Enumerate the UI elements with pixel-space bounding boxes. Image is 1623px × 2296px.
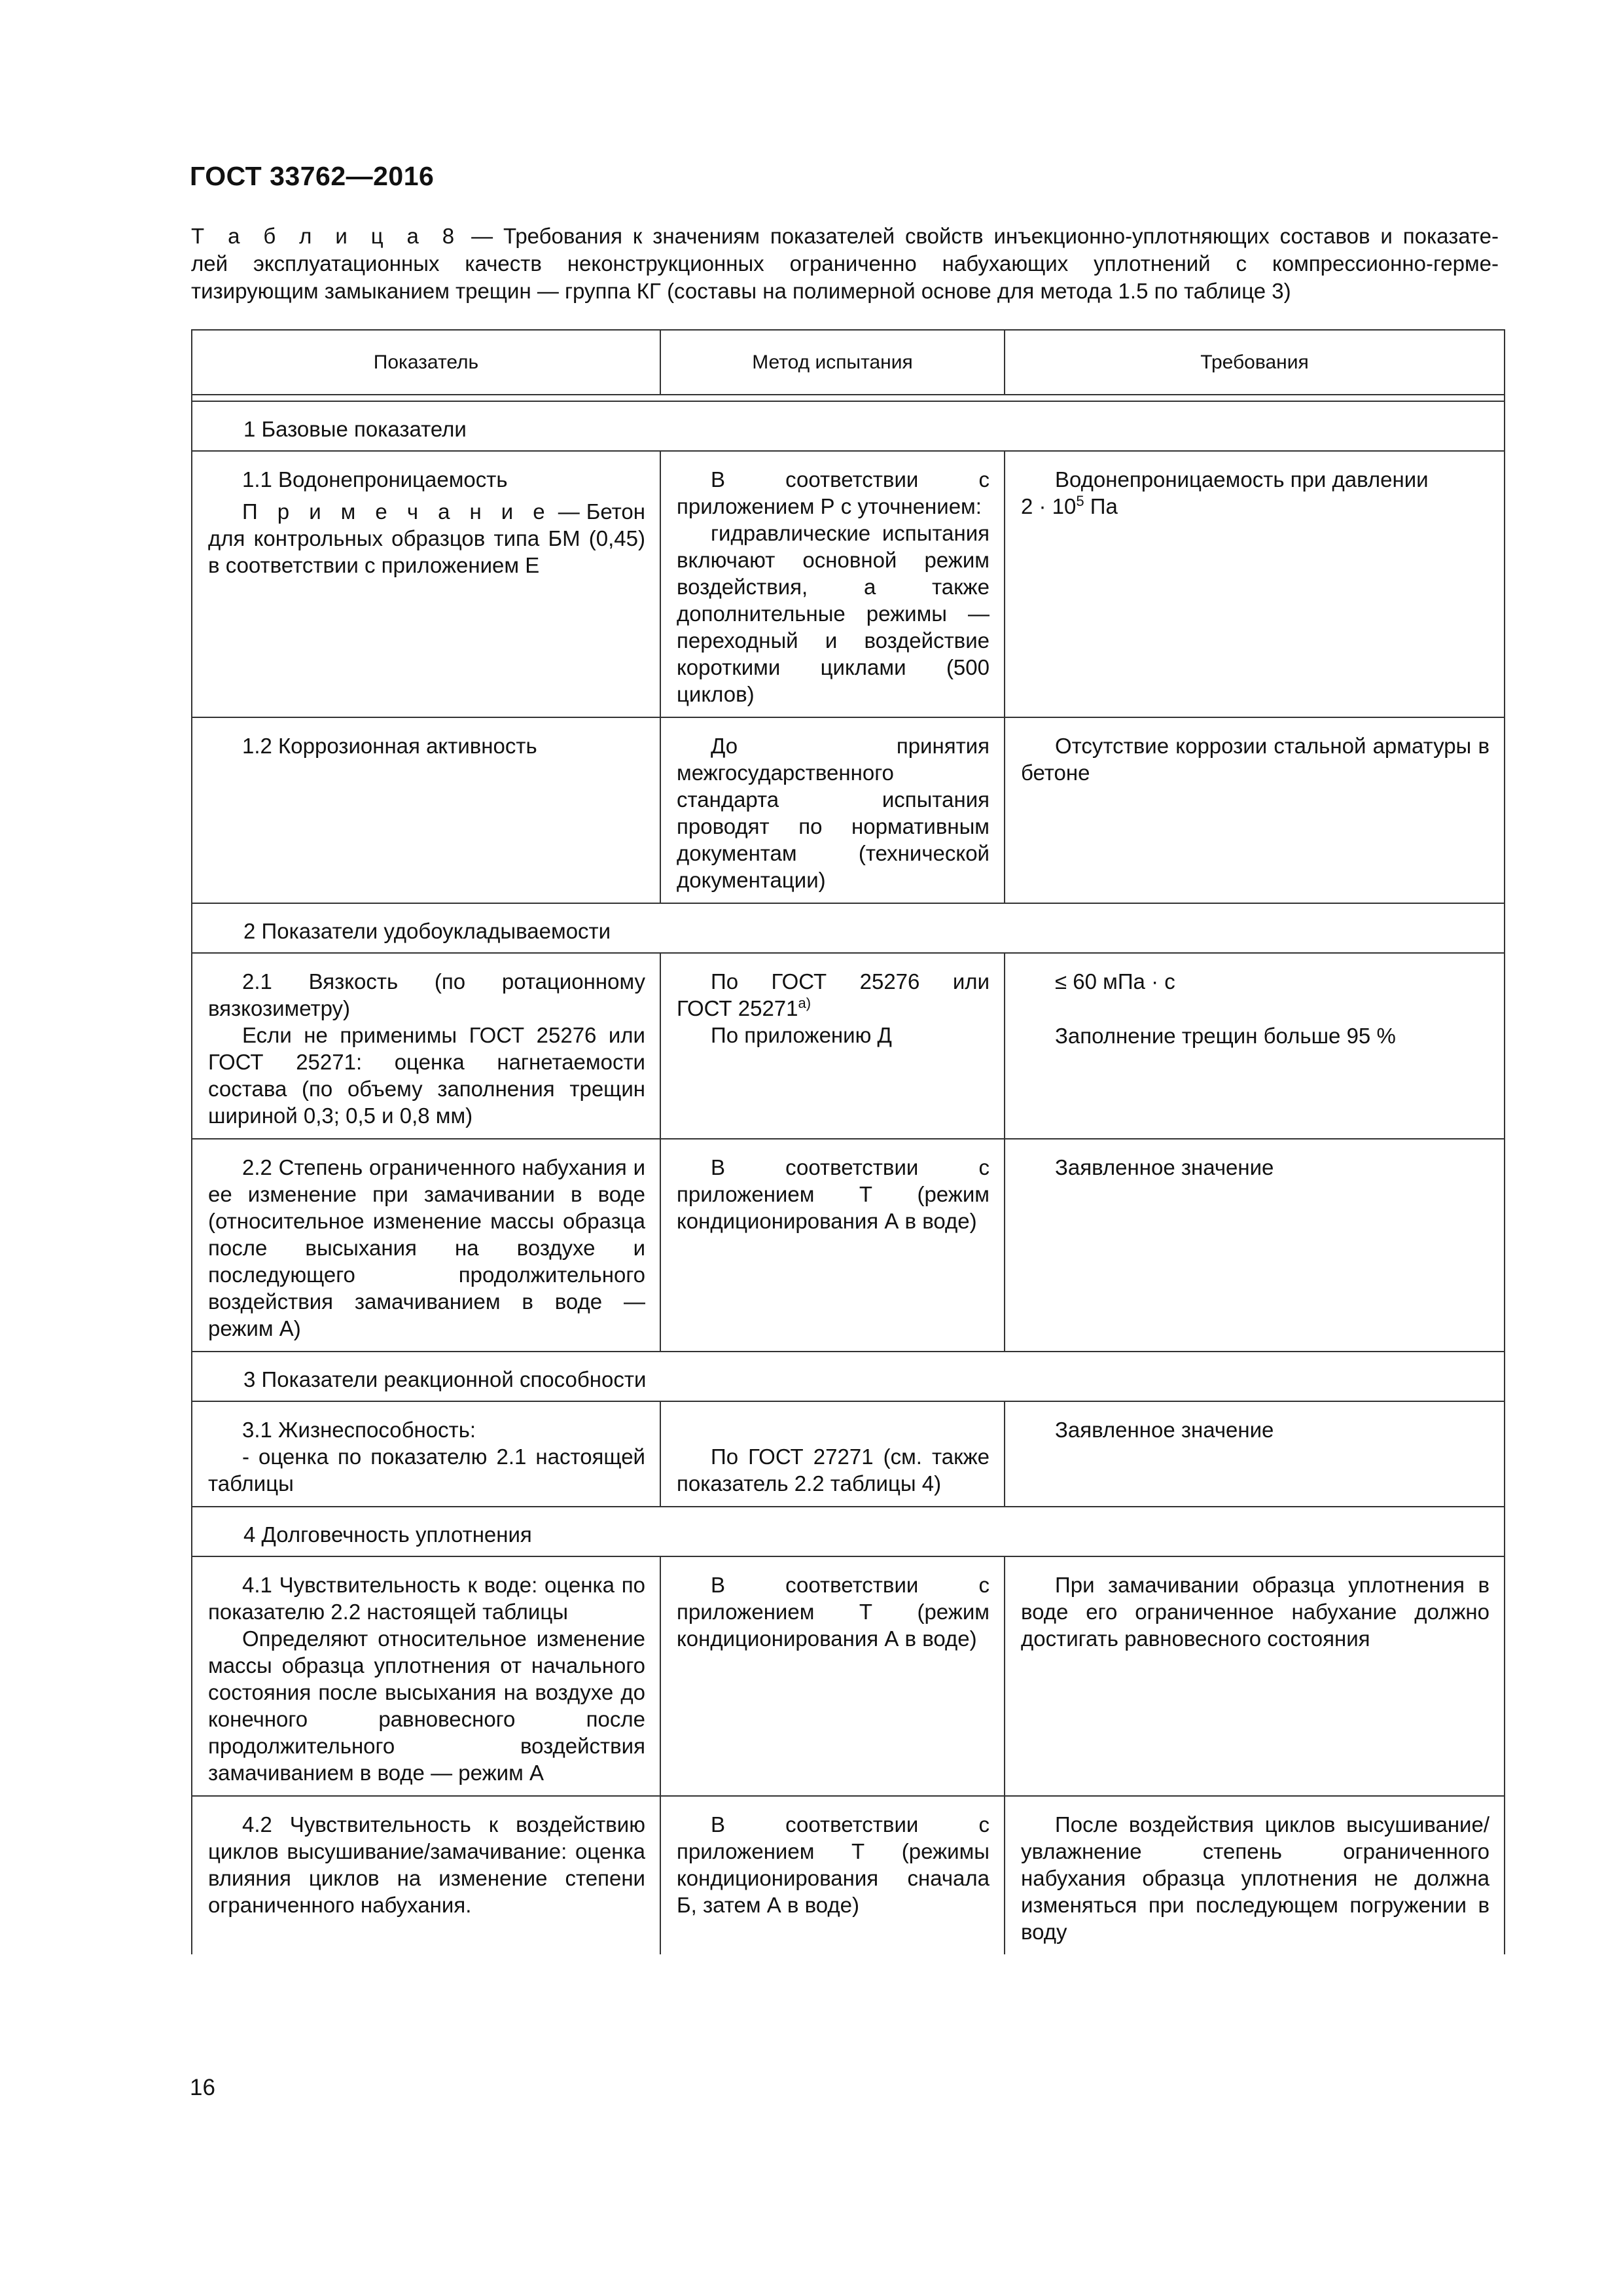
pressure-unit: Па — [1084, 494, 1118, 518]
requirement-cell — [1005, 1556, 1505, 1796]
table-row — [192, 451, 1505, 717]
requirement-cell — [1005, 717, 1505, 903]
requirement-cell — [1005, 1401, 1505, 1507]
section-row-2 — [192, 903, 1505, 953]
method-text: По ГОСТ 27271 (см. также показатель 2.2 таблицы 4) — [677, 1444, 990, 1496]
indicator-cell — [192, 1139, 660, 1352]
method-text: В соответствии с приложением Т (режимы кондиционирования сначала Б, затем А в воде) — [677, 1812, 990, 1917]
requirement-cell — [1005, 451, 1505, 717]
section-row-3 — [192, 1352, 1505, 1401]
method-text: В соответствии с приложением Т (режим кондиционирования А в воде) — [677, 1155, 990, 1233]
indicator-cell — [192, 451, 660, 717]
indicator-title: 3.1 Жизнеспособность: — [242, 1418, 476, 1442]
table-row — [192, 1556, 1505, 1796]
indicator-cell — [192, 1556, 660, 1796]
table-row — [192, 1139, 1505, 1352]
pressure-value: 2 · 10 — [1021, 494, 1077, 518]
indicator-title: 1.2 Коррозионная активность — [242, 734, 537, 758]
note-label: П р и м е ч а н и е — [242, 499, 552, 524]
indicator-cell — [192, 1796, 660, 1954]
header-gap — [192, 395, 1505, 401]
section-title: 4 Долговечность уплотнения — [192, 1507, 1505, 1556]
requirement-text: Водонепроницаемость при давлении — [1055, 467, 1429, 492]
indicator-cell — [192, 953, 660, 1139]
method-cell — [660, 717, 1005, 903]
table-header-row — [192, 330, 1505, 395]
page-number: 16 — [190, 2075, 215, 2100]
caption-line-2: лей эксплуатационных качеств неконструкционных ограниченно набухающих уплотнений с компрессионно-герме- — [191, 251, 1499, 276]
indicator-title: 2.1 Вязкость (по ротационному вязкозиметру) — [208, 969, 645, 1020]
requirements-table — [191, 329, 1505, 1954]
method-cell — [660, 1401, 1005, 1507]
method-cell — [660, 1796, 1005, 1954]
section-title: 2 Показатели удобоукладываемости — [192, 903, 1505, 953]
method-text — [677, 995, 990, 1022]
indicator-cell — [192, 1401, 660, 1507]
requirement-text: ≤ 60 мПа · с — [1055, 969, 1175, 994]
section-row-1 — [192, 401, 1505, 451]
requirement-cell — [1005, 1796, 1505, 1954]
section-row-4 — [192, 1507, 1505, 1556]
note-text: — Бетон для контрольных образцов типа БМ (0,45) в соответствии с приложением Е — [208, 499, 645, 577]
method-cell — [660, 1139, 1005, 1352]
table-row — [192, 953, 1505, 1139]
caption-line-3: тизирующим замыканием трещин — группа КГ (составы на полимерной основе для метода 1.5 по таблице 3) — [191, 279, 1291, 303]
requirement-text: Заполнение трещин больше 95 % — [1055, 1024, 1396, 1048]
method-cell — [660, 451, 1005, 717]
method-cell — [660, 1556, 1005, 1796]
section-title: 3 Показатели реакционной способности — [192, 1352, 1505, 1401]
method-text: По приложению Д — [711, 1023, 892, 1047]
indicator-text: Если не применимы ГОСТ 25276 или ГОСТ 25271: оценка нагнетаемости состава (по объему заполнения трещин шириной 0,3; 0,5 и 0,8 мм) — [208, 1023, 645, 1128]
indicator-title: 4.1 Чувствительность к воде: оценка по показателю 2.2 настоящей таблицы — [208, 1573, 645, 1624]
table-row — [192, 1796, 1505, 1954]
pressure-exponent: 5 — [1076, 493, 1084, 509]
method-standard: ГОСТ 25271 — [677, 996, 798, 1020]
indicator-title: 2.2 Степень ограниченного набухания и ее изменение при замачивании в воде (относительное изменение массы образца после высыхания на воздухе и последующего продолжительного воздействия замачиванием в воде — режим А) — [208, 1155, 645, 1340]
requirement-text: После воздействия циклов высушивание/увлажнение степень ограниченного набухания образца уплотнения не должна изменяться при последующем погружении в воду — [1021, 1812, 1489, 1944]
header-method: Метод испытания — [660, 330, 1005, 395]
document-code: ГОСТ 33762—2016 — [190, 161, 435, 191]
caption-line-1 — [191, 223, 1499, 250]
footnote-mark: а) — [798, 995, 812, 1011]
method-text: гидравлические испытания включают основной режим воздействия, а также дополнительные режимы — переходный и воздействие короткими циклами (500 циклов) — [677, 521, 990, 706]
indicator-text: - оценка по показателю 2.1 настоящей таблицы — [208, 1444, 645, 1496]
requirement-text: Отсутствие коррозии стальной арматуры в бетоне — [1021, 734, 1489, 785]
header-indicator: Показатель — [192, 330, 660, 395]
requirement-text: При замачивании образца уплотнения в воде его ограниченное набухание должно достигать равновесного состояния — [1021, 1573, 1489, 1651]
requirement-cell — [1005, 1139, 1505, 1352]
method-text: В соответствии с приложением Р с уточнением: — [677, 467, 990, 518]
method-text: До принятия межгосударственного стандарта испытания проводят по нормативным документам (технической документации) — [677, 734, 990, 892]
table-caption — [191, 223, 1499, 305]
section-title: 1 Базовые показатели — [192, 401, 1505, 451]
caption-text-1: — Требования к значениям показателей свойств инъекционно-уплотняющих составов и показате- — [461, 224, 1499, 248]
indicator-title: 4.2 Чувствительность к воздействию циклов высушивание/замачивание: оценка влияния циклов на изменение степени ограниченного набухания. — [208, 1812, 645, 1917]
header-requirements: Требования — [1005, 330, 1505, 395]
indicator-cell — [192, 717, 660, 903]
requirement-cell — [1005, 953, 1505, 1139]
indicator-title: 1.1 Водонепроницаемость — [242, 467, 508, 492]
table-row — [192, 717, 1505, 903]
table-label: Т а б л и ц а 8 — [191, 224, 461, 248]
indicator-text: Определяют относительное изменение массы образца уплотнения от начального состояния после высыхания на воздухе до конечного равновесного после продолжительного воздействия замачиванием в воде — режим А — [208, 1626, 645, 1785]
table-row — [192, 1401, 1505, 1507]
indicator-note — [208, 498, 645, 579]
requirement-text — [1021, 493, 1489, 520]
method-text: В соответствии с приложением Т (режим кондиционирования А в воде) — [677, 1573, 990, 1651]
requirement-text: Заявленное значение — [1055, 1418, 1274, 1442]
method-text: По ГОСТ 25276 или — [711, 969, 990, 994]
requirement-text: Заявленное значение — [1055, 1155, 1274, 1179]
method-cell — [660, 953, 1005, 1139]
